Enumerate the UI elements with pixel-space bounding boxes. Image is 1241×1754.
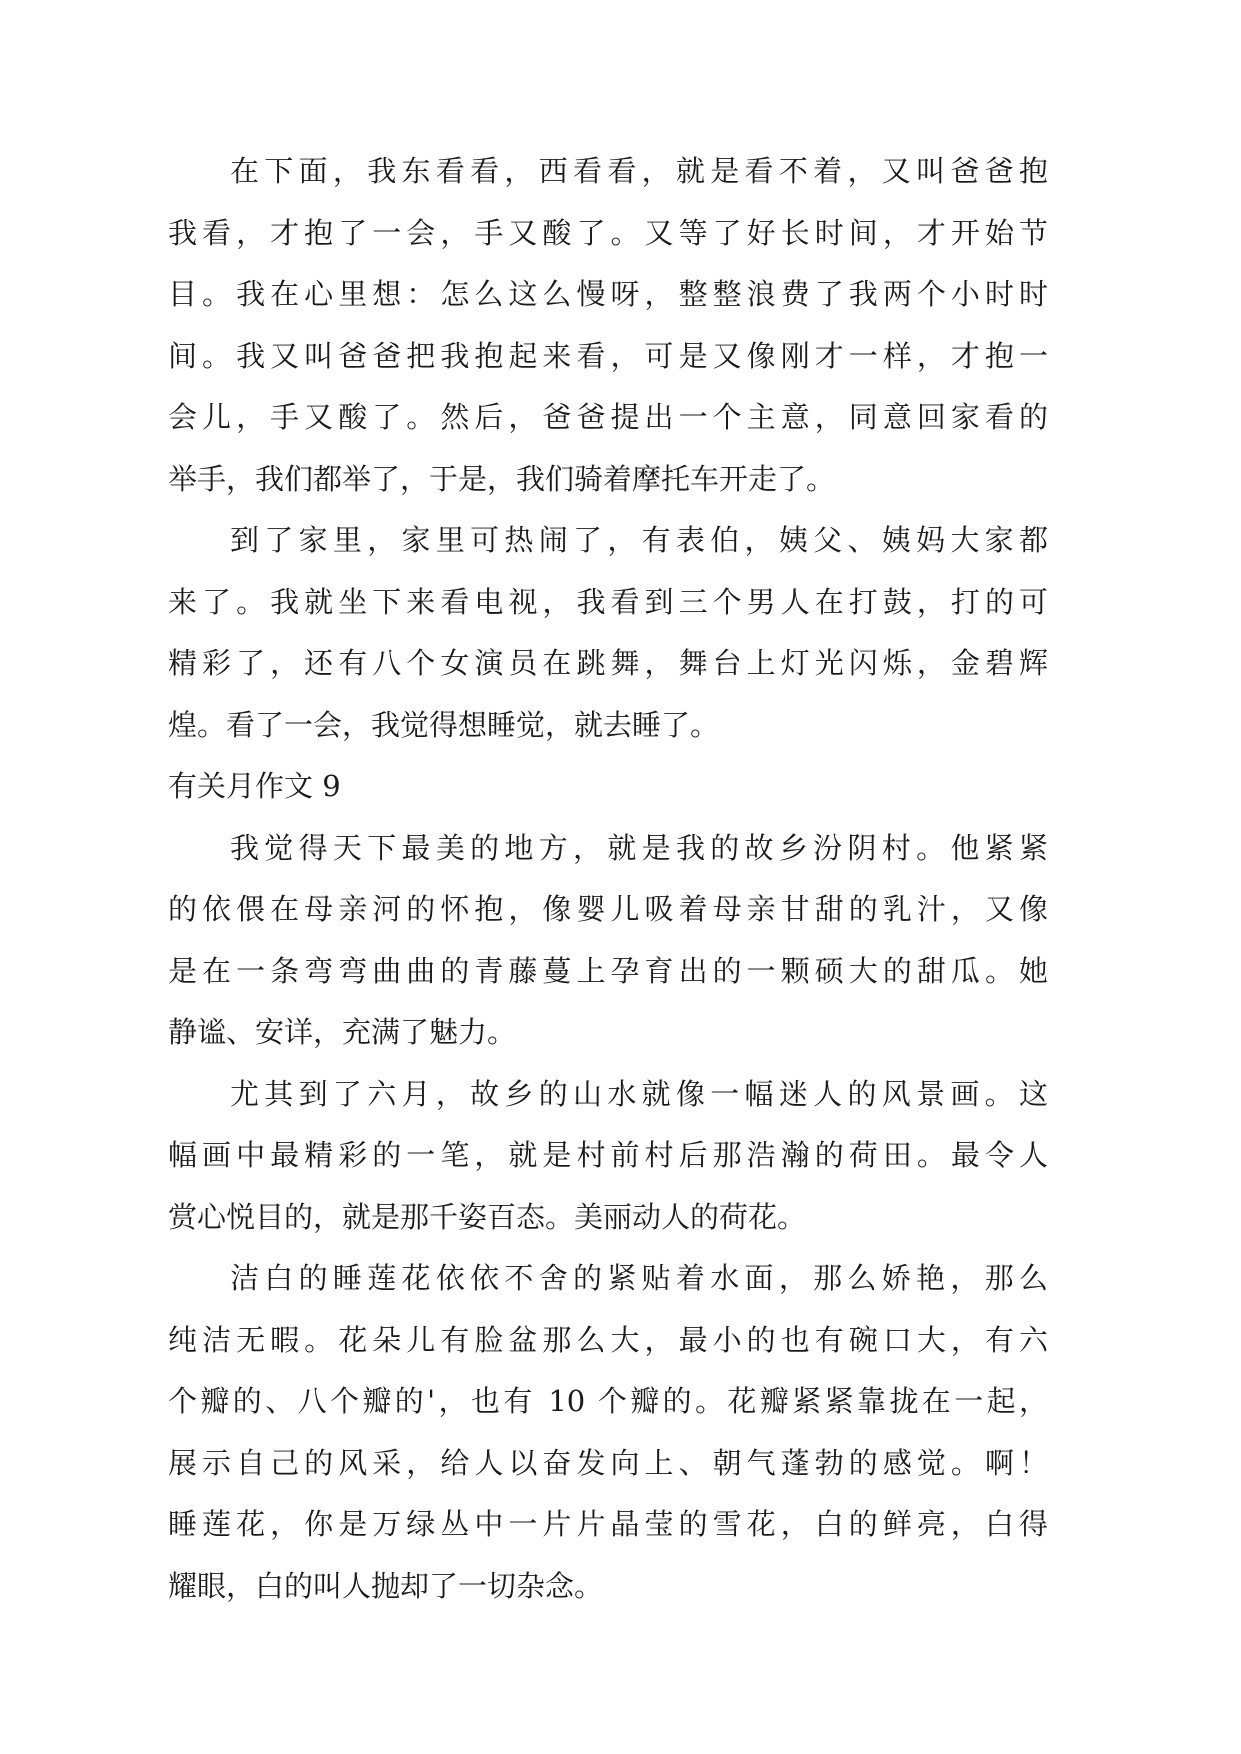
- text-line: 我看，才抱了一会，手又酸了。又等了好长时间，才开始节: [168, 215, 1048, 250]
- paragraph: [168, 141, 1048, 510]
- text-line: 来了。我就坐下来看电视，我看到三个男人在打鼓，打的可: [168, 584, 1048, 619]
- paragraph: [168, 1248, 1048, 1617]
- text-line: 会儿，手又酸了。然后，爸爸提出一个主意，同意回家看的: [168, 400, 1048, 434]
- text-line: 个瓣的、八个瓣的'，也有 10 个瓣的。花瓣紧紧靠拢在一起，: [168, 1384, 1048, 1418]
- text-line: 耀眼，白的叫人抛却了一切杂念。: [168, 1568, 604, 1603]
- text-line: 睡莲花，你是万绿丛中一片片晶莹的雪花，白的鲜亮，白得: [168, 1507, 1048, 1541]
- paragraph: [168, 818, 1048, 1064]
- text-line: 是在一条弯弯曲曲的青藤蔓上孕育出的一颗硕大的甜瓜。她: [168, 953, 1048, 988]
- section-heading: [168, 756, 1048, 818]
- text-line: 在下面，我东看看，西看看，就是看不着，又叫爸爸抱: [230, 154, 1048, 188]
- text-line: 我觉得天下最美的地方，就是我的故乡汾阴村。他紧紧: [230, 830, 1048, 865]
- text-line: 展示自己的风采，给人以奋发向上、朝气蓬勃的感觉。啊！: [168, 1445, 1048, 1480]
- text-line: 到了家里，家里可热闹了，有表伯，姨父、姨妈大家都: [230, 523, 1048, 557]
- text-line: 的依偎在母亲河的怀抱，像婴儿吸着母亲甘甜的乳汁，又像: [168, 892, 1048, 926]
- document-page: [168, 141, 1048, 1617]
- text-line: 洁白的睡莲花依依不舍的紧贴着水面，那么娇艳，那么: [230, 1261, 1048, 1295]
- text-line: 尤其到了六月，故乡的山水就像一幅迷人的风景画。这: [230, 1076, 1048, 1111]
- text-line: 幅画中最精彩的一笔，就是村前村后那浩瀚的荷田。最令人: [168, 1138, 1048, 1172]
- text-line: 间。我又叫爸爸把我抱起来看，可是又像刚才一样，才抱一: [168, 338, 1048, 373]
- text-line: 举手，我们都举了，于是，我们骑着摩托车开走了。: [168, 461, 836, 496]
- paragraph: [168, 1064, 1048, 1249]
- text-line: 赏心悦目的，就是那千姿百态。美丽动人的荷花。: [168, 1199, 807, 1234]
- paragraph: [168, 510, 1048, 756]
- heading-text: 有关月作文 9: [168, 769, 341, 803]
- text-line: 煌。看了一会，我觉得想睡觉，就去睡了。: [168, 707, 720, 742]
- text-line: 精彩了，还有八个女演员在跳舞，舞台上灯光闪烁，金碧辉: [168, 646, 1048, 680]
- text-line: 静谧、安详，充满了魅力。: [168, 1015, 517, 1049]
- text-line: 纯洁无暇。花朵儿有脸盆那么大，最小的也有碗口大，有六: [168, 1322, 1048, 1357]
- text-line: 目。我在心里想：怎么这么慢呀，整整浪费了我两个小时时: [168, 277, 1048, 311]
